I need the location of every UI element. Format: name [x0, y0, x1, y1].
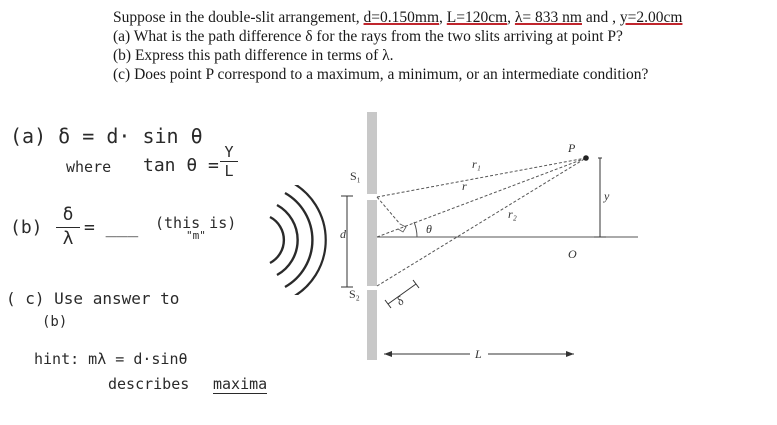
note-hint-line1: hint: mλ = d·sinθ: [34, 350, 188, 368]
part-b-question: (b) Express this path difference in terms of λ.: [113, 47, 394, 64]
barrier-top: [367, 112, 377, 194]
note-hint-maxima: maxima: [213, 375, 268, 393]
note-c-line1: ( c) Use answer to: [6, 289, 180, 308]
note-b-numerator: δ: [62, 204, 74, 225]
barrier-bottom: [367, 290, 377, 360]
part-c-question: (c) Does point P correspond to a maximum, a minimum, or an intermediate condition?: [113, 66, 649, 83]
label-delta: δ: [393, 293, 407, 309]
note-c-line2: (b): [42, 314, 68, 330]
note-tan: tan θ =: [143, 155, 219, 176]
label-theta: θ: [426, 222, 432, 236]
ray-r: [377, 158, 586, 237]
label-d: d: [340, 227, 346, 241]
note-b-m: "m": [186, 229, 206, 242]
note-b-paren: (this is): [155, 214, 237, 232]
y-value: y=2.00cm: [619, 9, 683, 26]
perpendicular-drop: [377, 197, 400, 224]
problem-statement: [113, 8, 773, 84]
label-r2: r₂: [508, 207, 517, 221]
note-b-equals: = ___: [84, 217, 139, 238]
separator: and ,: [582, 9, 620, 26]
note-where: where: [66, 158, 112, 176]
part-a-question: (a) What is the path difference δ for the rays from the two slits arriving at point P?: [113, 28, 623, 45]
label-P: P: [568, 141, 576, 155]
note-tan-denominator: L: [224, 162, 234, 180]
point-P: [583, 155, 589, 161]
label-S1: S₁: [350, 169, 361, 183]
separator: ,: [507, 9, 515, 26]
intro-text: Suppose in the double-slit arrangement,: [113, 9, 364, 26]
barrier-middle: [367, 200, 377, 286]
lambda-value: λ= 833 nm: [514, 9, 582, 26]
label-r1: r₁: [472, 157, 481, 171]
label-L: L: [475, 347, 482, 361]
ray-r1: [377, 158, 586, 197]
separator: ,: [439, 9, 447, 26]
note-tan-numerator: Y: [224, 143, 234, 161]
label-r: r: [462, 179, 467, 193]
problem-intro: [113, 8, 773, 27]
double-slit-diagram: [240, 100, 640, 370]
note-b-label: (b): [10, 217, 43, 238]
note-hint-describes: describes: [108, 375, 190, 393]
note-b-denominator: λ: [62, 228, 74, 249]
L-value: L=120cm: [446, 9, 508, 26]
label-y: y: [604, 189, 610, 203]
label-O: O: [568, 247, 577, 261]
d-value: d=0.150mm: [363, 9, 440, 26]
note-a-line: (a) δ = d· sin θ: [10, 124, 203, 148]
label-S2: S₂: [349, 287, 360, 301]
theta-arc: [414, 222, 417, 237]
